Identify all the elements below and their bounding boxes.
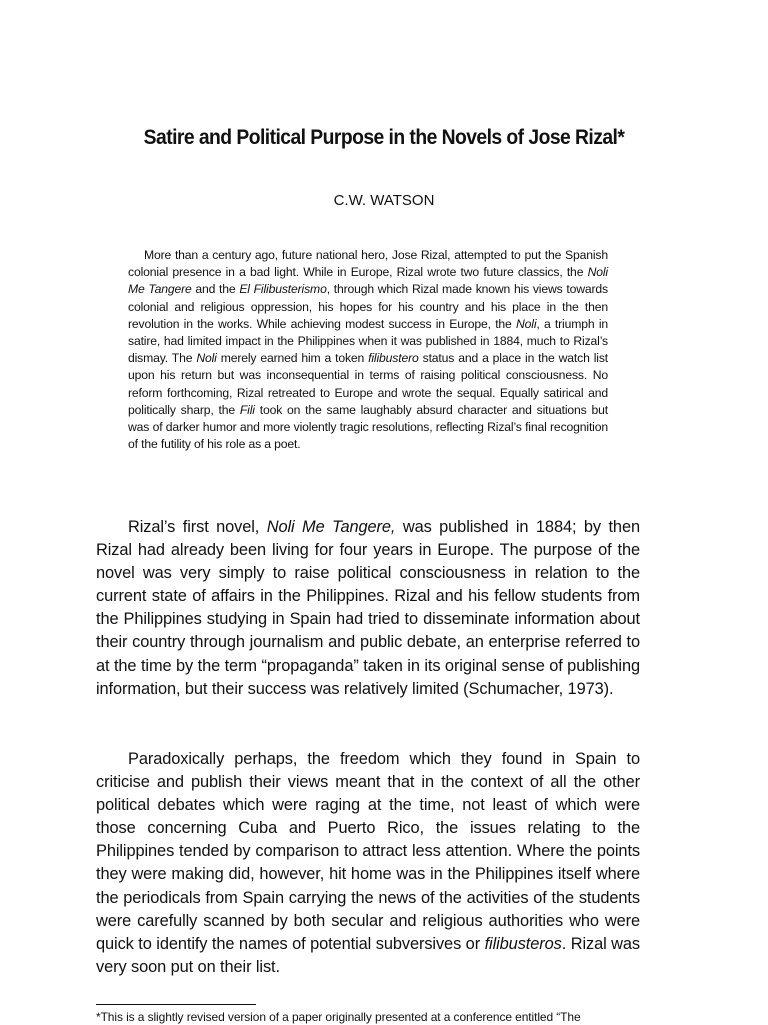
paragraph-text: Rizal’s first novel, bbox=[128, 518, 267, 536]
abstract-text: took on the same laughably absurd character and situations but was of darker humor and more violently tragic resolutions, reflecting Rizal’s final recognition of the futility of his role as a poet. bbox=[128, 402, 608, 452]
abstract-italic: Noli bbox=[516, 316, 537, 331]
abstract-italic: Noli bbox=[196, 351, 217, 366]
paper-title: Satire and Political Purpose in the Novels of Jose Rizal* bbox=[143, 126, 625, 149]
paragraph-italic: filibusteros bbox=[484, 934, 562, 953]
abstract bbox=[128, 247, 608, 453]
paragraph-text: was published in 1884; by then Rizal had already been living for four years in Europe. The purpose of the novel was very simply to raise political consciousness in relation to the current state of affairs in the Philippines. Rizal and his fellow students from the Philippines studying in Spain had tried to disseminate information about their country through journalism and public debate, an enterprise referred to at the time by the term “propaganda” taken in its original sense of publishing information, but their success was relatively limited (Schumacher, 1973). bbox=[96, 518, 640, 698]
abstract-italic: El Filibusterismo bbox=[239, 282, 327, 297]
paragraph-text: . Rizal was very soon put on their list. bbox=[96, 934, 641, 976]
abstract-italic: Fili bbox=[239, 402, 255, 417]
abstract-text: , a triumph in satire, had limited impact in the Philippines when it was published in 1884, much to Rizal’s dismay. The bbox=[128, 316, 609, 366]
paragraph-italic: Noli Me Tangere, bbox=[266, 518, 396, 536]
author-name: C.W. WATSON bbox=[333, 192, 435, 209]
abstract-text: More than a century ago, future national hero, Jose Rizal, attempted to put the Spanish colonial presence in a bad light. While in Europe, Rizal wrote two future classics, the bbox=[128, 248, 608, 280]
abstract-italic: Noli Me Tangere bbox=[128, 265, 608, 297]
abstract-text: merely earned him a token bbox=[216, 351, 369, 366]
body-paragraph-2 bbox=[96, 748, 640, 979]
body-paragraph-1 bbox=[96, 516, 640, 701]
abstract-text: status and a place in the watch list upon his return but was inconsequential in terms of raising political consciousness. No reform forthcoming, Rizal retreated to Europe and wrote the sequal. Equally satirical and politically sharp, the bbox=[128, 351, 608, 417]
abstract-text: , through which Rizal made known his views towards colonial and religious oppression, his hopes for his country and his place in the then revolution in the works. While achieving modest success in Europe, the bbox=[128, 282, 608, 331]
abstract-text: and the bbox=[191, 282, 240, 297]
footnote: *This is a slightly revised version of a paper originally presented at a conference entitled “The bbox=[96, 1010, 581, 1024]
footnote-divider bbox=[96, 1004, 256, 1005]
paragraph-text: Paradoxically perhaps, the freedom which they found in Spain to criticise and publish their views meant that in the context of all the other political debates which were raging at the time, not least of which were those concerning Cuba and Puerto Rico, the issues relating to the Philippines tended by comparison to attract less attention. Where the points they were making did, however, hit home was in the Philippines itself where the periodicals from Spain carrying the news of the activities of the students were carefully scanned by both secular and religious authorities who were quick to identify the names of potential subversives or bbox=[96, 750, 640, 953]
abstract-italic: filibustero bbox=[368, 351, 419, 366]
